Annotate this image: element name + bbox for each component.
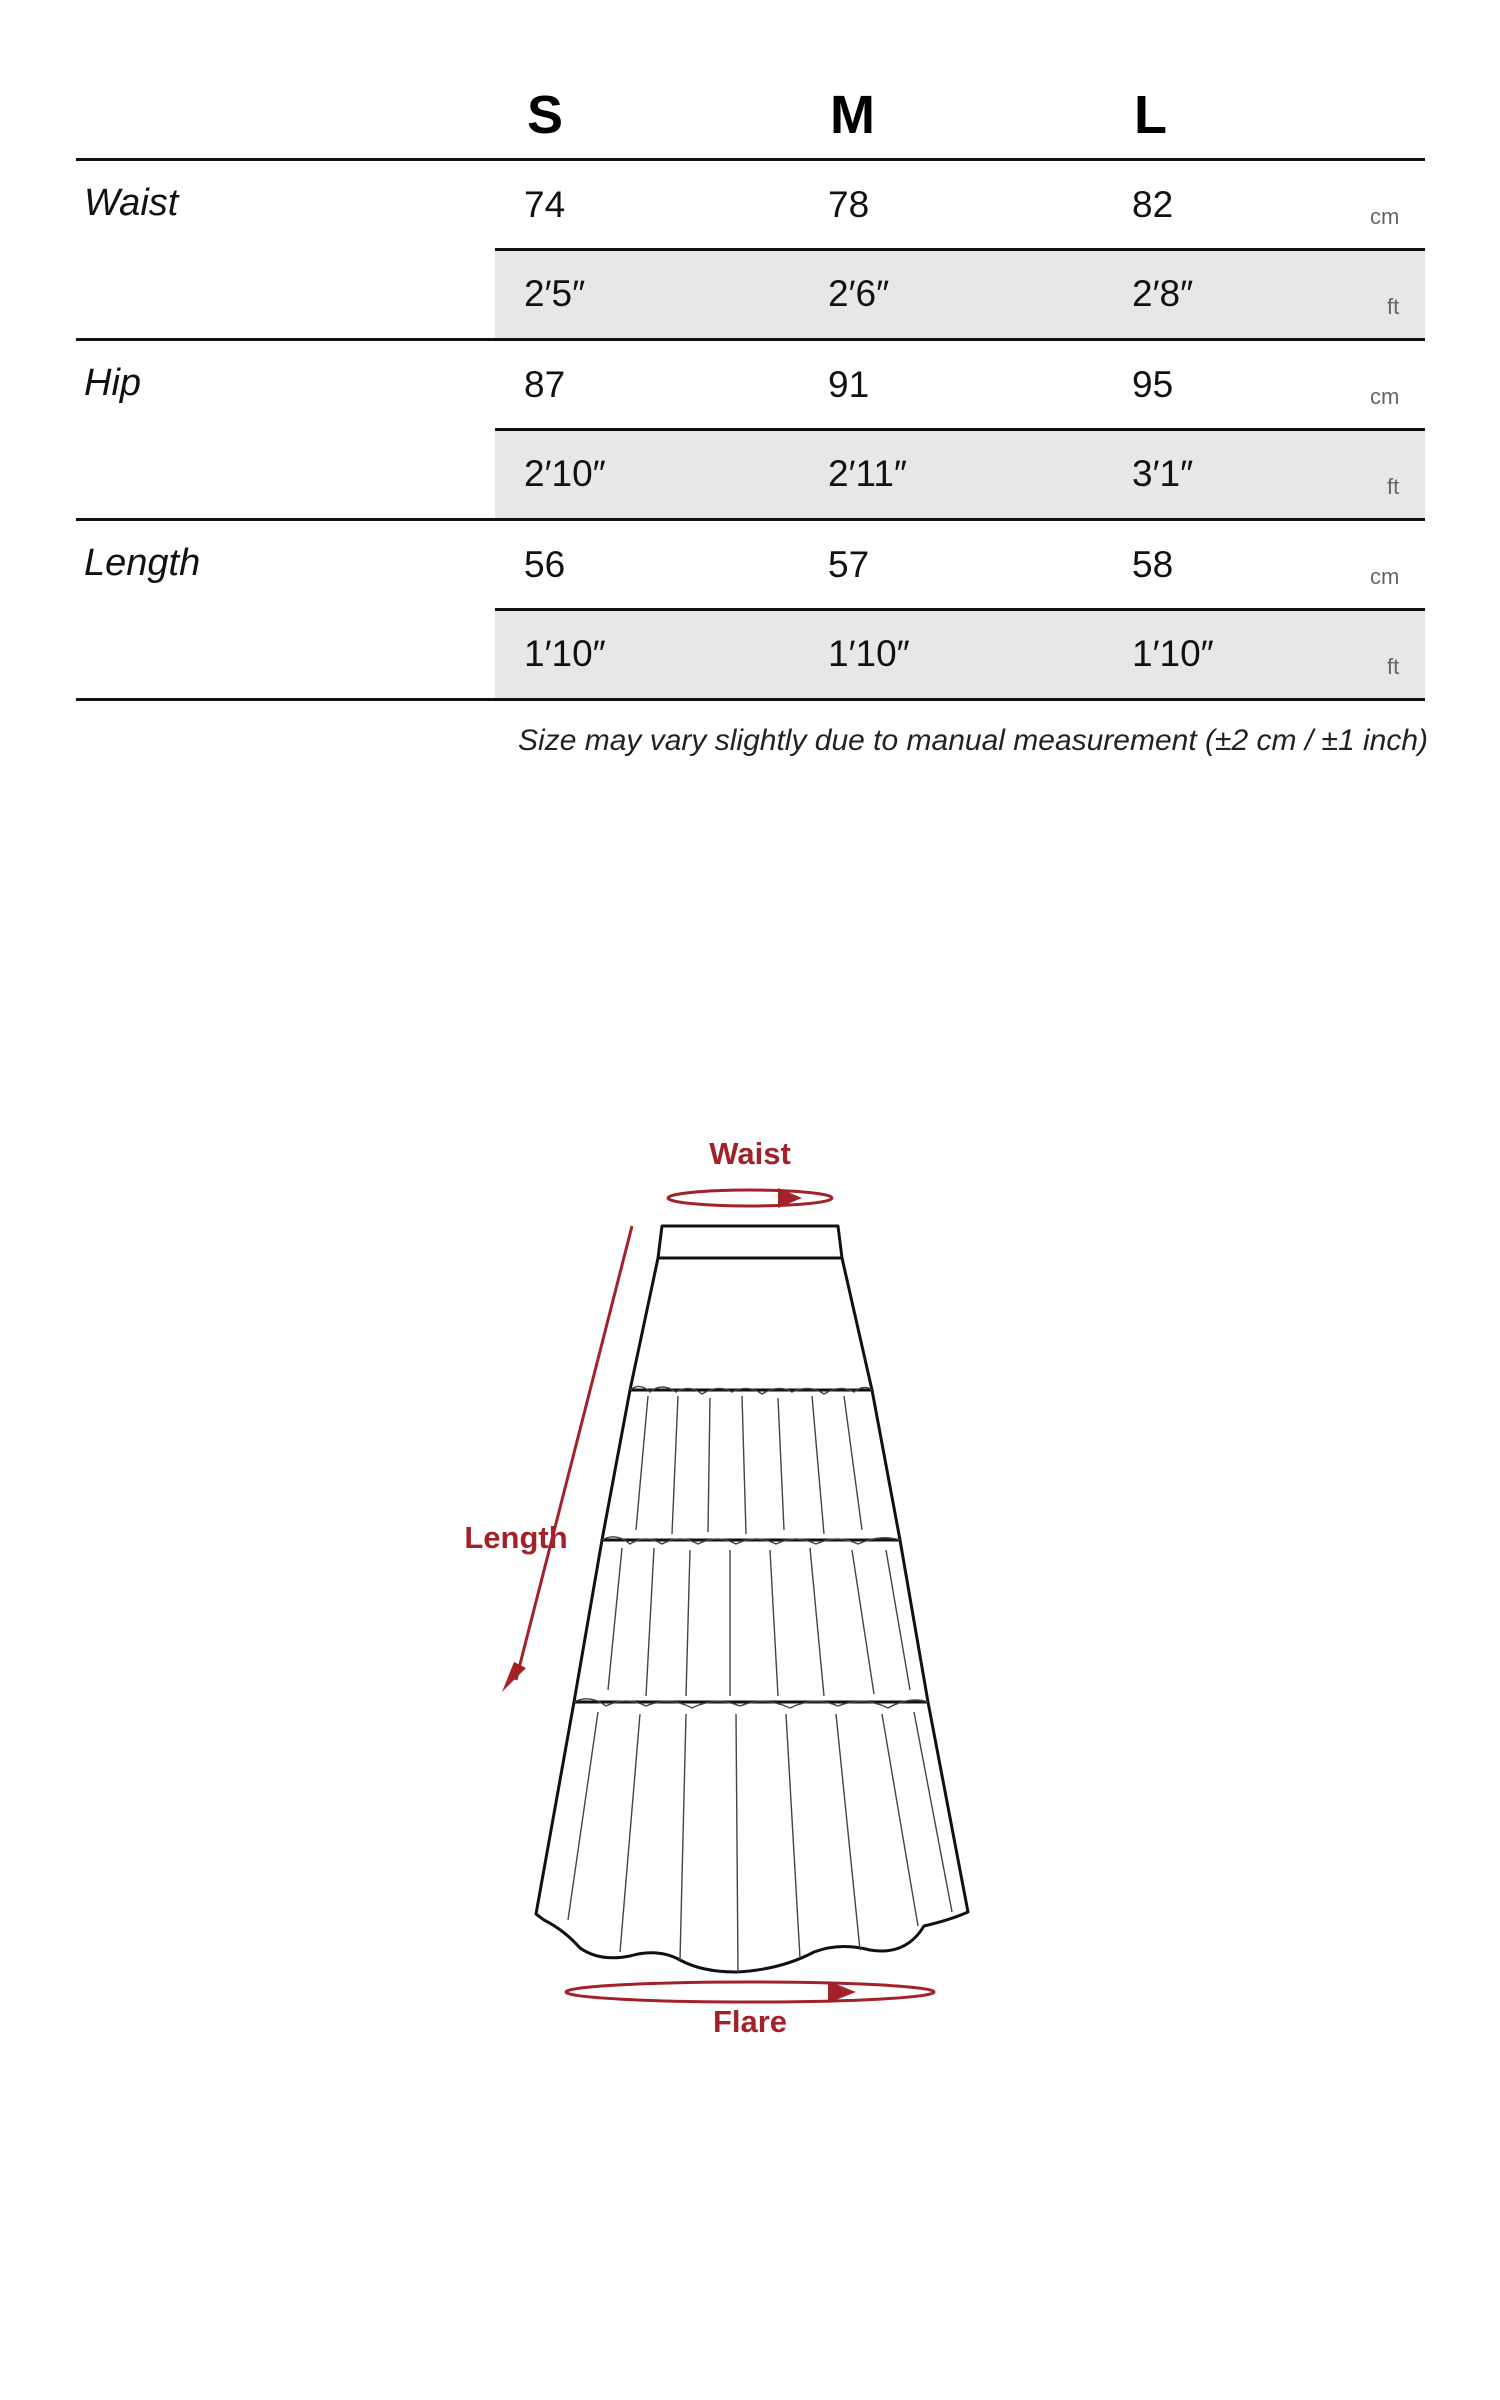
measurement-note: Size may vary slightly due to manual measurement (±2 cm / ±1 inch) xyxy=(518,724,1428,757)
hip-ft-unit: ft xyxy=(1387,474,1400,499)
hip-ft-row-bg xyxy=(495,431,1425,518)
waist-cm-s: 74 xyxy=(524,184,566,225)
skirt-yoke xyxy=(630,1258,872,1390)
hip-cm-m: 91 xyxy=(828,364,870,405)
waist-bottom-rule xyxy=(76,338,1425,341)
waist-ft-row-bg xyxy=(495,251,1425,338)
hip-cm-l: 95 xyxy=(1132,364,1174,405)
skirt-illustration xyxy=(536,1226,968,1972)
row-label-hip: Hip xyxy=(84,362,142,404)
waist-ft-m: 2′6″ xyxy=(828,273,890,314)
skirt-tier-2 xyxy=(574,1540,928,1702)
length-ft-row-bg xyxy=(495,611,1425,698)
hip-cm-unit: cm xyxy=(1370,384,1400,409)
waist-cm-l: 82 xyxy=(1132,184,1174,225)
length-cm-m: 57 xyxy=(828,544,870,585)
waist-ft-unit: ft xyxy=(1387,294,1400,319)
length-cm-l: 58 xyxy=(1132,544,1174,585)
waist-arrow xyxy=(668,1190,832,1206)
length-cm-s: 56 xyxy=(524,544,566,585)
length-ft-l: 1′10″ xyxy=(1132,633,1214,674)
length-sub-rule xyxy=(495,608,1425,611)
size-header-m: M xyxy=(830,85,875,145)
length-ft-m: 1′10″ xyxy=(828,633,910,674)
hip-bottom-rule xyxy=(76,518,1425,521)
flare-arrow xyxy=(566,1982,934,2002)
hip-ft-m: 2′11″ xyxy=(828,453,908,494)
waist-diagram-label: Waist xyxy=(709,1136,791,1171)
table-bottom-rule xyxy=(76,698,1425,701)
skirt-measurement-diagram xyxy=(440,1130,1060,2070)
row-label-waist: Waist xyxy=(84,182,179,224)
length-ft-unit: ft xyxy=(1387,654,1400,679)
length-ft-s: 1′10″ xyxy=(524,633,606,674)
hip-ft-s: 2′10″ xyxy=(524,453,606,494)
skirt-waistband xyxy=(658,1226,842,1258)
waist-sub-rule xyxy=(495,248,1425,251)
waist-cm-unit: cm xyxy=(1370,204,1400,229)
waist-cm-m: 78 xyxy=(828,184,870,225)
hip-cm-s: 87 xyxy=(524,364,566,405)
row-label-length: Length xyxy=(84,542,201,584)
length-arrow-head xyxy=(502,1662,526,1692)
flare-diagram-label: Flare xyxy=(712,2004,788,2039)
hip-sub-rule xyxy=(495,428,1425,431)
table-top-rule xyxy=(76,158,1425,161)
size-header-l: L xyxy=(1134,85,1167,145)
length-diagram-label: Length xyxy=(464,1520,568,1555)
waist-ft-s: 2′5″ xyxy=(524,273,586,314)
waist-ft-l: 2′8″ xyxy=(1132,273,1194,314)
hip-ft-l: 3′1″ xyxy=(1132,453,1194,494)
size-header-s: S xyxy=(527,85,564,145)
length-cm-unit: cm xyxy=(1370,564,1400,589)
